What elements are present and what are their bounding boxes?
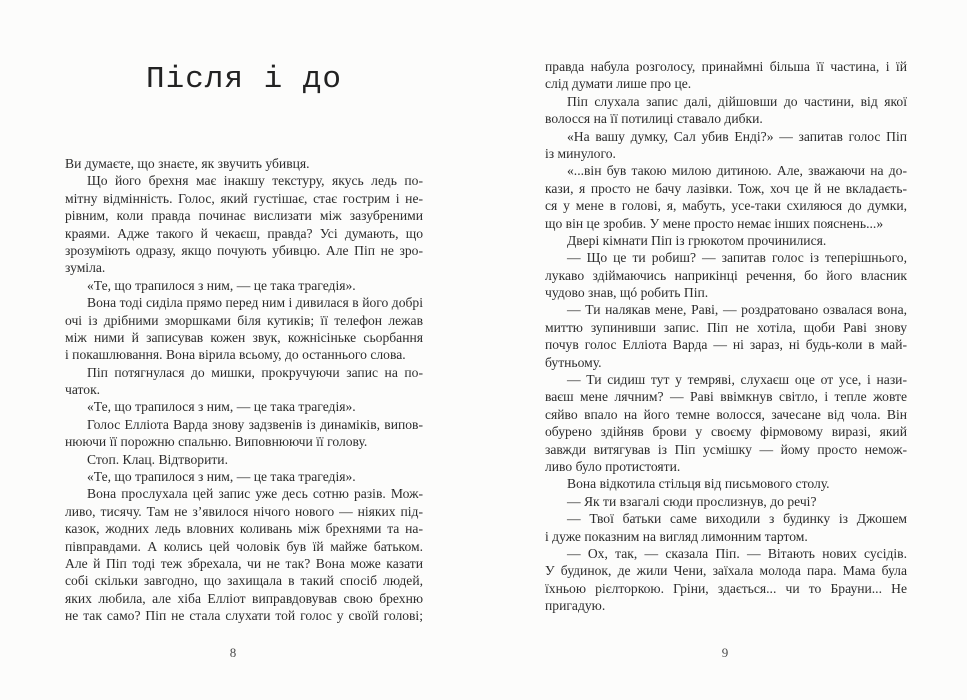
text-line: Але й Піп тоді теж збрехала, чи не так? Вона може казати: [65, 555, 423, 571]
text-line: пригадую.: [545, 598, 606, 614]
text-line: «...він був такою милою дитиною. Але, зважаючи на до-: [567, 163, 907, 179]
text-line: ваєш мене лячним? — Раві ввімкнув світло, і тепле жовте: [545, 389, 907, 405]
text-line: волосся на її потилиці ставало дибки.: [545, 111, 763, 127]
text-line: Піп слухала запис далі, дійшовши до частини, від якої: [567, 93, 907, 109]
text-line: рівним, коли правда починає вислизати між зазубреними: [65, 208, 423, 224]
text-line: Двері кімнати Піп із грюкотом прочинилися.: [567, 232, 827, 248]
text-line: Ви думаєте, що знаєте, як звучить убивця.: [65, 156, 310, 171]
text-line: Голос Елліота Варда знову задзвенів із динаміків, випов-: [87, 416, 423, 432]
text-line: і дуже показним на вигляд лимонним тартом.: [545, 528, 808, 544]
text-line: зуміла.: [65, 260, 106, 276]
text-line: зрозуміють одразу, якщо почують убивцю. Але Піп не зро-: [65, 242, 423, 258]
text-line: ливо було протистояти.: [545, 458, 681, 474]
text-line: У будинок, де жили Чени, заїхала молода пара. Мама була: [545, 563, 907, 579]
text-line: Вона прослухала цей запис уже десь сотню разів. Мож-: [87, 486, 423, 502]
text-line: — Як ти взагалі сюди прослизнув, до речі?: [567, 493, 817, 509]
text-line: почув голос Елліота Варда — ні зараз, ні будь-коли в май-: [545, 337, 907, 353]
text-line: слід думати лише про це.: [545, 76, 692, 92]
text-line: — Що це ти робиш? — запитав голос із теперішнього,: [567, 250, 907, 266]
text-line: сяйво впало на його темне волосся, зачесане від чола. Він: [545, 406, 907, 422]
text-line: — Ти налякав мене, Раві, — роздратовано озвалася вона,: [567, 302, 907, 318]
page-number: 9: [721, 645, 729, 660]
text-line: правда набула розголосу, принаймні більша її частина, і їй: [545, 59, 907, 74]
text-line: Що його брехня має інакшу текстуру, якусь ледь по-: [87, 173, 423, 189]
text-line: Вона тоді сиділа прямо перед ним і дивилася в його добрі: [87, 295, 423, 311]
text-line: нюючи її порожню спальню. Виповнюючи її голову.: [65, 434, 368, 450]
text-line: обурено здійняв брови у своєму фірмовому виразі, який: [545, 424, 907, 440]
text-line: Піп потягнулася до мишки, прокручуючи запис на по-: [87, 364, 423, 380]
text-line: Вона відкотила стільця від письмового столу.: [567, 476, 830, 492]
text-line: між ними й записував кожен звук, кожнісіньке сьорбання: [65, 329, 423, 345]
text-line: ливо, тисячу. Там не з’явилося нічого нового — ніяких під-: [65, 503, 423, 519]
text-line: «Те, що трапилося з ним, — це така трагедія».: [87, 277, 356, 293]
text-line: собі скільки завгодно, що захищала в такий спосіб людей,: [65, 573, 423, 589]
text-line: чудово знав, щó робить Піп.: [545, 285, 709, 301]
right-page-text: [545, 58, 907, 615]
left-page-text: [65, 155, 423, 625]
text-line: — Твої батьки саме виходили з будинку із Джошем: [567, 511, 907, 527]
text-line: яких любила, але хіба Елліот виправдовував свою брехню: [65, 590, 423, 606]
chapter-title: Після і до: [145, 62, 343, 97]
text-line: і покашлювання. Вона вірила всьому, до останнього слова.: [65, 347, 406, 363]
text-line: — Ох, так, — сказала Піп. — Вітають нових сусідів.: [567, 545, 907, 561]
text-line: — Ти сидиш тут у темряві, слухаєш оце от усе, і нази-: [567, 372, 907, 388]
page-number: 8: [229, 645, 237, 660]
text-line: півправдами. А колись цей чоловік був їй майже батьком.: [65, 538, 423, 554]
text-line: мітну відмінність. Голос, який густішає, стає гострим і не-: [65, 190, 423, 206]
text-line: казок, жодних ледь вловних коливань між брехнями та на-: [65, 521, 423, 537]
text-line: очі із дрібними зморшками біля кутиків; її телефон лежав: [65, 312, 423, 328]
text-line: кази, я просто не бачу лазівки. Тож, хоч це й не вкладаєть-: [545, 180, 907, 196]
text-line: «Те, що трапилося з ним, — це така трагедія».: [87, 469, 356, 485]
text-line: Стоп. Клац. Відтворити.: [87, 451, 228, 467]
text-line: ся у мене в голові, я, мабуть, усе-таки схиляюся до думки,: [545, 198, 907, 214]
text-line: миттю зупинивши запис. Піп не хотіла, щоби Раві знову: [545, 319, 907, 335]
text-line: що він це зробив. У мене просто немає інших пояснень...»: [545, 215, 884, 231]
right-page: [484, 0, 967, 700]
text-line: краями. Адже такого й чекаєш, правда? Усі думають, що: [65, 225, 423, 241]
text-line: «На вашу думку, Сал убив Енді?» — запитав голос Піп: [567, 128, 907, 144]
text-line: «Те, що трапилося з ним, — це така трагедія».: [87, 399, 356, 415]
text-line: чаток.: [65, 382, 101, 398]
text-line: із минулого.: [545, 145, 616, 161]
text-line: бутньому.: [545, 354, 602, 370]
text-line: лукаво здіймаючись наприкінці речення, бо його власник: [545, 267, 907, 283]
left-page: [0, 0, 483, 700]
text-line: завжди витягував із Піп усмішку — йому просто немож-: [545, 441, 907, 457]
text-line: їхньою рієлторкою. Гріни, здається... чи то Брауни... Не: [545, 580, 907, 596]
text-line: не так само? Піп не стала слухати той голос у своїй голові;: [65, 608, 423, 624]
